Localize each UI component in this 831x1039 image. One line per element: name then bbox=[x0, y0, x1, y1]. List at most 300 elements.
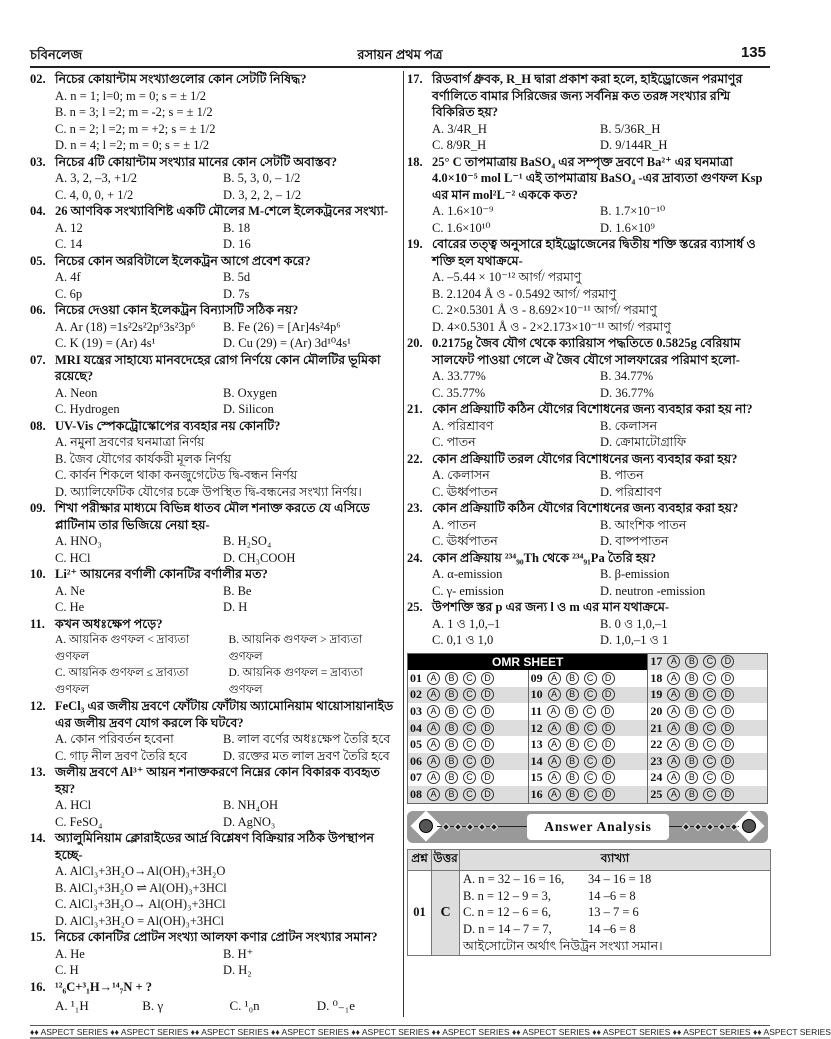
omr-row bbox=[647, 753, 767, 770]
option-c[interactable]: C. ঊর্ধ্বপাতন bbox=[432, 534, 498, 548]
option-b[interactable]: B. লাল বর্ণের অধঃক্ষেপ তৈরি হবে bbox=[223, 732, 391, 746]
omr-sheet bbox=[407, 653, 768, 804]
omr-question-number: 02 bbox=[410, 687, 422, 702]
question bbox=[407, 401, 770, 451]
omr-bubble-d[interactable]: D bbox=[602, 788, 615, 801]
question-stem bbox=[30, 929, 398, 946]
question-stem bbox=[30, 203, 398, 220]
option-c[interactable]: C. 14 bbox=[55, 237, 83, 251]
option-a[interactable]: A. n = 1; l=0; m = 0; s = ± 1/2 bbox=[55, 88, 207, 103]
omr-bubble-c[interactable]: C bbox=[463, 722, 476, 735]
omr-question-number: 10 bbox=[530, 687, 543, 702]
option-b[interactable]: B. H⁺ bbox=[223, 946, 254, 961]
page-header bbox=[30, 46, 770, 66]
option-c[interactable]: C. 1.6×10¹⁰ bbox=[432, 220, 491, 235]
question bbox=[30, 979, 398, 1018]
option-c[interactable]: C. 0,1 ও 1,0 bbox=[432, 633, 494, 647]
options-list bbox=[30, 88, 398, 154]
omr-bubble-a[interactable]: A bbox=[548, 688, 561, 701]
option-d[interactable]: D. বাষ্পপাতন bbox=[600, 534, 669, 548]
options-list bbox=[30, 385, 398, 418]
question-number: 20. bbox=[407, 336, 423, 350]
omr-bubble-c[interactable]: C bbox=[703, 771, 716, 784]
omr-bubble-d[interactable]: D bbox=[481, 705, 494, 718]
question bbox=[30, 302, 398, 352]
omr-bubble-b[interactable]: B bbox=[445, 788, 458, 801]
options-list bbox=[30, 583, 398, 616]
option-d[interactable]: D. neutron -emission bbox=[600, 583, 706, 598]
omr-bubble-c[interactable]: C bbox=[583, 705, 596, 718]
question-text: UV-Vis স্পেকট্রোস্কোপের ব্যবহার নয় কোনটি? bbox=[55, 418, 281, 433]
omr-bubble-b[interactable]: B bbox=[445, 722, 458, 735]
option-a[interactable]: A. 3, 2, –3, +1/2 bbox=[55, 171, 138, 185]
omr-bubble-a[interactable]: A bbox=[548, 788, 561, 801]
omr-bubble-a[interactable]: A bbox=[548, 771, 561, 784]
omr-bubble-b[interactable]: B bbox=[445, 672, 458, 685]
omr-bubble-b[interactable]: B bbox=[566, 688, 579, 701]
option-d[interactable]: D. ⁰₋₁e bbox=[316, 998, 356, 1013]
question-text: জলীয় দ্রবণে Al³⁺ আয়ন শনাক্তকরণে নিম্নের কোন বিকারক ব্যবহৃত হয়? bbox=[55, 765, 380, 796]
option-d[interactable]: D. AgNO₃ bbox=[223, 814, 276, 829]
option-c[interactable]: C. 6p bbox=[55, 286, 83, 301]
option-b[interactable]: B. 5/36R_H bbox=[600, 121, 661, 136]
omr-bubble-b[interactable]: B bbox=[685, 705, 698, 718]
option-b[interactable]: B. পাতন bbox=[600, 468, 644, 482]
option-a[interactable]: A. কেলাসন bbox=[432, 468, 490, 482]
option-c[interactable]: C. He bbox=[55, 600, 85, 614]
small-diamond-icon bbox=[454, 823, 462, 831]
option-d[interactable]: D. Cu (29) = (Ar) 3d¹⁰4s¹ bbox=[223, 336, 351, 350]
question-number: 08. bbox=[30, 418, 46, 433]
footer-series-label: ♦♦ ASPECT SERIES bbox=[270, 1027, 352, 1037]
question-number: 03. bbox=[30, 154, 46, 169]
question-stem bbox=[30, 302, 398, 319]
omr-row bbox=[647, 703, 767, 720]
omr-bubble-d[interactable]: D bbox=[721, 655, 734, 668]
omr-bubble-a[interactable]: A bbox=[427, 788, 440, 801]
option-b[interactable]: B. কেলাসন bbox=[600, 418, 658, 433]
omr-bubble-d[interactable]: D bbox=[481, 788, 494, 801]
option-d[interactable]: D. 3, 2, 2, – 1/2 bbox=[223, 187, 302, 202]
option-d[interactable]: D. H₂ bbox=[223, 963, 252, 977]
option-b[interactable]: B. H₂SO₄ bbox=[223, 534, 272, 548]
omr-bubble-c[interactable]: C bbox=[463, 771, 476, 784]
omr-bubble-b[interactable]: B bbox=[685, 722, 698, 735]
option-a[interactable]: A. 4f bbox=[55, 270, 81, 284]
omr-question-number: 09 bbox=[530, 670, 543, 685]
page-number: 135 bbox=[740, 44, 766, 61]
omr-bubble-d[interactable]: D bbox=[721, 788, 734, 801]
option-d[interactable]: D. রক্তের মত লাল দ্রবণ তৈরি হবে bbox=[223, 748, 390, 763]
options-list bbox=[407, 566, 770, 599]
omr-question-number: 21 bbox=[650, 720, 663, 735]
option-c[interactable]: C. 35.77% bbox=[432, 385, 486, 400]
omr-bubble-a[interactable]: A bbox=[667, 771, 680, 784]
omr-bubble-a[interactable]: A bbox=[667, 755, 680, 768]
option-b[interactable]: B. আয়নিক গুণফল > দ্রাব্যতা গুণফল bbox=[228, 634, 363, 663]
omr-row bbox=[647, 654, 767, 671]
omr-bubble-d[interactable]: D bbox=[481, 755, 494, 768]
footer-series-label: ♦♦ ASPECT SERIES bbox=[30, 1027, 111, 1037]
omr-row bbox=[408, 670, 528, 687]
options-list bbox=[30, 995, 398, 1017]
option-c[interactable]: C. 8/9R_H bbox=[432, 138, 487, 152]
question bbox=[30, 566, 398, 616]
option-c[interactable]: C. গাঢ় নীল দ্রবণ তৈরি হবে bbox=[55, 748, 188, 763]
option-a[interactable]: A. কোন পরিবর্তন হবেনা bbox=[55, 732, 174, 746]
omr-bubble-c[interactable]: C bbox=[463, 738, 476, 751]
explanation-part: 34 – 16 = 18 bbox=[588, 871, 652, 886]
omr-bubble-a[interactable]: A bbox=[667, 705, 680, 718]
option-d[interactable]: D. 36.77% bbox=[600, 385, 654, 400]
omr-bubble-d[interactable]: D bbox=[602, 738, 615, 751]
omr-bubble-c[interactable]: C bbox=[703, 672, 716, 685]
option-c[interactable]: C. পাতন bbox=[432, 435, 476, 449]
options-list bbox=[30, 632, 398, 698]
omr-bubble-c[interactable]: C bbox=[584, 771, 597, 784]
omr-bubble-a[interactable]: A bbox=[667, 688, 680, 701]
option-d[interactable]: D. ক্রোমাটোগ্রাফি bbox=[600, 435, 687, 449]
omr-bubble-b[interactable]: B bbox=[566, 755, 579, 768]
header-brand: চবিনলেজ bbox=[30, 47, 83, 62]
options-list bbox=[30, 946, 398, 979]
omr-bubble-b[interactable]: B bbox=[565, 705, 578, 718]
omr-question-number: 23 bbox=[650, 753, 663, 768]
question-text: উপশক্তি স্তর p এর জন্য l ও m এর মান যথাক্রমে- bbox=[432, 600, 670, 614]
option-d[interactable]: D. আয়নিক গুণফল = দ্রাব্যতা গুণফল bbox=[228, 667, 363, 696]
footer-series-label: ♦♦ ASPECT SERIES bbox=[431, 1027, 512, 1037]
omr-bubble-d[interactable]: D bbox=[602, 771, 615, 784]
option-d[interactable]: D. CH₃COOH bbox=[223, 550, 296, 565]
omr-bubble-a[interactable]: A bbox=[667, 672, 680, 685]
options-list bbox=[407, 517, 770, 550]
option-d[interactable]: D. অ্যালিফেটিক যৌগের চক্রে উপস্থিত দ্বি-বন্ধনের সংখ্যা নির্ণয়। bbox=[55, 484, 362, 499]
analysis-header-row bbox=[408, 849, 771, 870]
option-b[interactable]: B. 1.7×10⁻¹⁰ bbox=[600, 204, 666, 218]
option-b[interactable]: B. NH₄OH bbox=[223, 798, 279, 812]
option-d[interactable]: D. 9/144R_H bbox=[600, 138, 668, 152]
omr-row bbox=[528, 736, 648, 753]
options-list bbox=[30, 863, 398, 929]
question bbox=[407, 550, 770, 600]
option-a[interactable]: A. AlCl₃+3H₂O→Al(OH)₃+3H₂O bbox=[55, 864, 226, 878]
option-a[interactable]: A. HCl bbox=[55, 798, 92, 812]
option-b[interactable]: B. 34.77% bbox=[600, 369, 654, 383]
option-d[interactable]: D. পরিশ্রাবণ bbox=[600, 484, 662, 499]
option-b[interactable]: B. Fe (26) = [Ar]4s²4p⁶ bbox=[223, 319, 341, 334]
question-text: বোরের তত্ত্ব অনুসারে হাইড্রোজেনের দ্বিতীয় শক্তি স্তরের ব্যাসার্ধ ও শক্তি হল যথাক্রমে- bbox=[432, 237, 756, 268]
omr-bubble-c[interactable]: C bbox=[463, 688, 476, 701]
option-a[interactable]: A. Neon bbox=[55, 385, 98, 400]
omr-bubble-d[interactable]: D bbox=[721, 722, 734, 735]
omr-bubble-a[interactable]: A bbox=[427, 771, 440, 784]
option-c[interactable]: C. H bbox=[55, 963, 79, 977]
omr-bubble-d[interactable]: D bbox=[481, 771, 494, 784]
omr-bubble-a[interactable]: A bbox=[548, 738, 561, 751]
option-b[interactable]: B. 5, 3, 0, – 1/2 bbox=[223, 171, 301, 185]
option-a[interactable]: A. 1.6×10⁻⁹ bbox=[432, 204, 494, 218]
explanation-line bbox=[463, 871, 770, 888]
question-text: কোন প্রক্রিয়াটি কঠিন যৌগের বিশোধনের জন্য ব্যবহার করা হয় না? bbox=[432, 402, 753, 416]
omr-row bbox=[408, 687, 528, 704]
option-b[interactable]: B. β-emission bbox=[600, 567, 670, 581]
option-b[interactable]: B. Oxygen bbox=[223, 385, 278, 400]
question-number: 10. bbox=[30, 567, 46, 581]
option-c[interactable]: C. আয়নিক গুণফল ≤ দ্রাব্যতা গুণফল bbox=[55, 667, 189, 696]
option-a[interactable]: A. ¹₁H bbox=[55, 998, 89, 1013]
omr-bubble-d[interactable]: D bbox=[602, 672, 615, 685]
option-b[interactable]: B. γ bbox=[142, 998, 164, 1013]
options-list bbox=[407, 121, 770, 154]
question bbox=[407, 154, 770, 237]
option-a[interactable]: A. HNO₃ bbox=[55, 534, 102, 548]
omr-bubble-b[interactable]: B bbox=[445, 738, 458, 751]
option-a[interactable]: A. পরিশ্রাবণ bbox=[432, 418, 494, 433]
omr-bubble-d[interactable]: D bbox=[481, 738, 494, 751]
option-c[interactable]: C. ¹₀n bbox=[229, 998, 260, 1013]
option-c[interactable]: C. n = 2; l =2; m = +2; s = ± 1/2 bbox=[55, 121, 216, 136]
question-text: রিডবার্গ ধ্রুবক, R_H দ্বারা প্রকাশ করা হলে, হাইড্রোজেন পরমাণুর বর্ণালিতে বামার সিরিজের জন্য সর্বনিম্ন কত তরঙ্গ সংখ্যার রশ্মি বিকিরিত হয়? bbox=[432, 72, 743, 119]
footer-series-label: ♦♦ ASPECT SERIES bbox=[752, 1027, 831, 1037]
option-a[interactable]: A. নমুনা দ্রবণের ঘনমাত্রা নির্ণয় bbox=[55, 435, 205, 449]
omr-bubble-d[interactable]: D bbox=[721, 755, 734, 768]
omr-bubble-b[interactable]: B bbox=[566, 738, 579, 751]
omr-bubble-c[interactable]: C bbox=[703, 722, 716, 735]
omr-bubble-b[interactable]: B bbox=[445, 688, 458, 701]
omr-row bbox=[528, 786, 648, 803]
omr-bubble-d[interactable]: D bbox=[481, 722, 494, 735]
small-diamond-icon bbox=[490, 823, 498, 831]
footer-series-label: ♦♦ ASPECT SERIES bbox=[190, 1027, 271, 1037]
omr-bubble-d[interactable]: D bbox=[601, 705, 614, 718]
omr-bubble-a[interactable]: A bbox=[667, 738, 680, 751]
omr-question-number: 11 bbox=[530, 704, 542, 719]
option-b[interactable]: B. জৈব যৌগের কার্যকরী মূলক নির্ণয় bbox=[55, 451, 231, 466]
question bbox=[407, 236, 770, 335]
option-c[interactable]: C. 4, 0, 0, + 1/2 bbox=[55, 187, 134, 202]
col-header-answer: উত্তর bbox=[432, 849, 460, 870]
explanation-part: A. n = 32 – 16 = 16, bbox=[463, 871, 565, 886]
question-text: শিখা পরীক্ষার মাধ্যমে বিভিন্ন ধাতব মৌল শনাক্ত করতে যে এসিডে প্লাটিনাম তার ভিজিয়ে নেয়া হয়- bbox=[55, 501, 370, 532]
option-a[interactable]: A. –5.44 × 10⁻¹² আর্গ/ পরমাণু bbox=[432, 270, 582, 284]
omr-bubble-c[interactable]: C bbox=[463, 705, 476, 718]
question-number: 19. bbox=[407, 237, 423, 251]
omr-bubble-d[interactable]: D bbox=[721, 705, 734, 718]
question-stem bbox=[30, 616, 398, 633]
omr-bubble-a[interactable]: A bbox=[548, 755, 561, 768]
question-text: Li²⁺ আয়নের বর্ণালী কোনটির বর্ণালীর মত? bbox=[55, 567, 268, 581]
option-d[interactable]: D. AlCl₃+3H₂O = Al(OH)₃+3HCl bbox=[55, 913, 224, 928]
option-a[interactable]: A. 3/4R_H bbox=[432, 121, 487, 136]
omr-bubble-d[interactable]: D bbox=[481, 688, 494, 701]
omr-bubble-c[interactable]: C bbox=[463, 755, 476, 768]
option-a[interactable]: A. α-emission bbox=[432, 567, 503, 581]
omr-bubble-a[interactable]: A bbox=[667, 722, 680, 735]
omr-bubble-c[interactable]: C bbox=[584, 722, 597, 735]
option-d[interactable]: D. n = 4; l =2; m = 0; s = ± 1/2 bbox=[55, 138, 210, 152]
question-text: 25° C তাপমাত্রায় BaSO₄ এর সম্পৃক্ত দ্রবণে Ba²⁺ এর ঘনমাত্রা 4.0×10⁻⁵ mol L⁻¹ এই তাপমাত্রায় BaSO₄ -এর দ্রাব্যতা গুণফল Ksp এর মান mol²L⁻² এককে কত? bbox=[432, 154, 763, 202]
question-stem bbox=[407, 71, 770, 121]
omr-row bbox=[647, 687, 767, 704]
omr-bubble-c[interactable]: C bbox=[703, 688, 716, 701]
options-list bbox=[30, 533, 398, 566]
option-a[interactable]: A. Ne bbox=[55, 583, 85, 598]
option-b[interactable]: B. n = 3; l =2; m = -2; s = ± 1/2 bbox=[55, 105, 213, 119]
question-number: 09. bbox=[30, 501, 46, 515]
option-b[interactable]: B. 2.1204 Å ও - 0.5492 আর্গ/ পরমাণু bbox=[432, 286, 617, 301]
option-b[interactable]: B. AlCl₃+3H₂O ⇌ Al(OH)₃+3HCl bbox=[55, 880, 227, 895]
omr-bubble-a[interactable]: A bbox=[427, 705, 440, 718]
omr-bubble-b[interactable]: B bbox=[685, 755, 698, 768]
omr-question-number: 24 bbox=[650, 770, 663, 785]
omr-bubble-a[interactable]: A bbox=[667, 655, 680, 668]
option-a[interactable]: A. 1 ও 1,0,–1 bbox=[432, 616, 501, 631]
omr-bubble-a[interactable]: A bbox=[548, 672, 561, 685]
omr-bubble-c[interactable]: C bbox=[703, 755, 716, 768]
omr-bubble-a[interactable]: A bbox=[667, 788, 680, 801]
option-c[interactable]: C. 2×0.5301 Å ও - 8.692×10⁻¹¹ আর্গ/ পরমাণু bbox=[432, 303, 657, 317]
option-c[interactable]: C. কার্বন শিকলে থাকা কনজুগেটেড দ্বি-বন্ধন নির্ণয় bbox=[55, 468, 298, 482]
small-diamond-icon bbox=[694, 823, 702, 831]
omr-row bbox=[408, 786, 528, 803]
omr-bubble-d[interactable]: D bbox=[721, 771, 734, 784]
explanation-part: D. n = 14 – 7 = 7, bbox=[463, 922, 552, 937]
question-stem bbox=[30, 979, 398, 996]
option-a[interactable]: A. Ar (18) =1s²2s²2p⁶3s²3p⁶ bbox=[55, 319, 196, 334]
omr-question-number: 05 bbox=[410, 737, 422, 752]
option-d[interactable]: D. 16 bbox=[223, 237, 251, 251]
question-stem bbox=[407, 599, 770, 616]
omr-bubble-a[interactable]: A bbox=[427, 722, 440, 735]
option-b[interactable]: B. 5d bbox=[223, 270, 251, 284]
omr-bubble-b[interactable]: B bbox=[445, 755, 458, 768]
question bbox=[30, 929, 398, 979]
question-stem bbox=[407, 401, 770, 418]
omr-bubble-b[interactable]: B bbox=[685, 771, 698, 784]
omr-bubble-c[interactable]: C bbox=[703, 738, 716, 751]
omr-bubble-a[interactable]: A bbox=[427, 738, 440, 751]
question-number: 11. bbox=[30, 616, 45, 631]
footer-series-label: ♦♦ ASPECT SERIES bbox=[672, 1027, 753, 1037]
omr-question-number: 03 bbox=[410, 704, 422, 719]
answer-analysis-title: Answer Analysis bbox=[527, 814, 669, 840]
omr-bubble-d[interactable]: D bbox=[721, 738, 734, 751]
option-b[interactable]: B. Be bbox=[223, 583, 252, 598]
explanation-line bbox=[463, 888, 770, 905]
option-c[interactable]: C. ঊর্ধ্বপাতন bbox=[432, 484, 498, 499]
omr-bubble-d[interactable]: D bbox=[721, 688, 734, 701]
omr-bubble-b[interactable]: B bbox=[566, 788, 579, 801]
option-c[interactable]: C. HCl bbox=[55, 550, 91, 565]
question-stem bbox=[30, 418, 398, 435]
question bbox=[407, 335, 770, 401]
question-stem bbox=[407, 500, 770, 517]
omr-bubble-c[interactable]: C bbox=[463, 788, 476, 801]
omr-bubble-a[interactable]: A bbox=[548, 722, 561, 735]
omr-bubble-c[interactable]: C bbox=[703, 788, 716, 801]
options-list bbox=[407, 203, 770, 236]
options-list bbox=[30, 797, 398, 830]
question-stem bbox=[407, 154, 770, 204]
option-d[interactable]: D. 4×0.5301 Å ও - 2×2.173×10⁻¹¹ আর্গ/ পরমাণু bbox=[432, 319, 671, 334]
omr-bubble-a[interactable]: A bbox=[547, 705, 560, 718]
question bbox=[30, 154, 398, 204]
omr-bubble-b[interactable]: B bbox=[566, 722, 579, 735]
omr-bubble-b[interactable]: B bbox=[566, 672, 579, 685]
omr-bubble-b[interactable]: B bbox=[685, 672, 698, 685]
omr-bubble-a[interactable]: A bbox=[427, 688, 440, 701]
omr-bubble-b[interactable]: B bbox=[685, 688, 698, 701]
omr-bubble-c[interactable]: C bbox=[584, 755, 597, 768]
options-list bbox=[407, 467, 770, 500]
omr-bubble-b[interactable]: B bbox=[566, 771, 579, 784]
option-a[interactable]: A. 33.77% bbox=[432, 369, 486, 383]
omr-bubble-d[interactable]: D bbox=[602, 688, 615, 701]
option-d[interactable]: D. H bbox=[223, 600, 248, 614]
option-c[interactable]: C. AlCl₃+3H₂O→ Al(OH)₃+3HCl bbox=[55, 897, 226, 911]
option-d[interactable]: D. 1,0,–1 ও 1 bbox=[600, 633, 669, 647]
omr-bubble-d[interactable]: D bbox=[721, 672, 734, 685]
footer-series-label: ♦♦ ASPECT SERIES bbox=[592, 1027, 673, 1037]
option-a[interactable]: A. পাতন bbox=[432, 517, 477, 532]
omr-bubble-c[interactable]: C bbox=[584, 738, 597, 751]
option-b[interactable]: B. আংশিক পাতন bbox=[600, 517, 687, 532]
option-c[interactable]: C. γ- emission bbox=[432, 583, 504, 598]
option-b[interactable]: B. 0 ও 1,0,–1 bbox=[600, 616, 668, 631]
omr-bubble-c[interactable]: C bbox=[584, 788, 597, 801]
option-d[interactable]: D. 7s bbox=[223, 286, 250, 301]
omr-bubble-c[interactable]: C bbox=[463, 672, 476, 685]
omr-bubble-a[interactable]: A bbox=[427, 755, 440, 768]
options-list bbox=[407, 616, 770, 649]
option-a[interactable]: A. He bbox=[55, 946, 85, 961]
omr-bubble-b[interactable]: B bbox=[685, 738, 698, 751]
option-c[interactable]: C. FeSO₄ bbox=[55, 814, 103, 829]
omr-bubble-d[interactable]: D bbox=[602, 722, 615, 735]
omr-bubble-b[interactable]: B bbox=[685, 788, 698, 801]
omr-bubble-d[interactable]: D bbox=[481, 672, 494, 685]
question-text: 0.2175g জৈব যৌগ থেকে ক্যারিয়াস পদ্ধতিতে 0.5825g বেরিয়াম সালফেট পাওয়া গেলে ঐ জৈব যৌগে সালফারের পরিমাণ হলো- bbox=[432, 336, 741, 367]
omr-title: OMR SHEET bbox=[408, 654, 647, 671]
option-a[interactable]: A. আয়নিক গুণফল < দ্রাব্যতা গুণফল bbox=[55, 634, 190, 663]
omr-bubble-b[interactable]: B bbox=[445, 705, 458, 718]
explanation-part: 14 –6 = 8 bbox=[588, 888, 636, 903]
option-b[interactable]: B. 18 bbox=[223, 220, 251, 235]
question-stem bbox=[407, 451, 770, 468]
question-text: কোন প্রক্রিয়াটি তরল যৌগের বিশোধনের জন্য ব্যবহার করা হয়? bbox=[432, 451, 738, 466]
option-c[interactable]: C. K (19) = (Ar) 4s¹ bbox=[55, 336, 156, 350]
options-list bbox=[30, 731, 398, 764]
answer-analysis-table bbox=[407, 849, 771, 956]
question-number: 02. bbox=[30, 72, 46, 86]
omr-bubble-b[interactable]: B bbox=[445, 771, 458, 784]
omr-bubble-c[interactable]: C bbox=[584, 688, 597, 701]
omr-bubble-d[interactable]: D bbox=[602, 755, 615, 768]
omr-bubble-b[interactable]: B bbox=[685, 655, 698, 668]
header-subject: রসায়ন প্রথম পত্র bbox=[357, 47, 443, 62]
omr-bubble-c[interactable]: C bbox=[584, 672, 597, 685]
option-d[interactable]: D. Silicon bbox=[223, 402, 274, 416]
omr-bubble-a[interactable]: A bbox=[427, 672, 440, 685]
omr-bubble-c[interactable]: C bbox=[703, 705, 716, 718]
option-d[interactable]: D. 1.6×10⁹ bbox=[600, 220, 655, 235]
omr-question-number: 25 bbox=[650, 787, 663, 802]
question-number: 04. bbox=[30, 204, 46, 218]
question bbox=[30, 418, 398, 501]
option-c[interactable]: C. Hydrogen bbox=[55, 402, 120, 416]
option-a[interactable]: A. 12 bbox=[55, 220, 83, 235]
omr-bubble-c[interactable]: C bbox=[703, 655, 716, 668]
